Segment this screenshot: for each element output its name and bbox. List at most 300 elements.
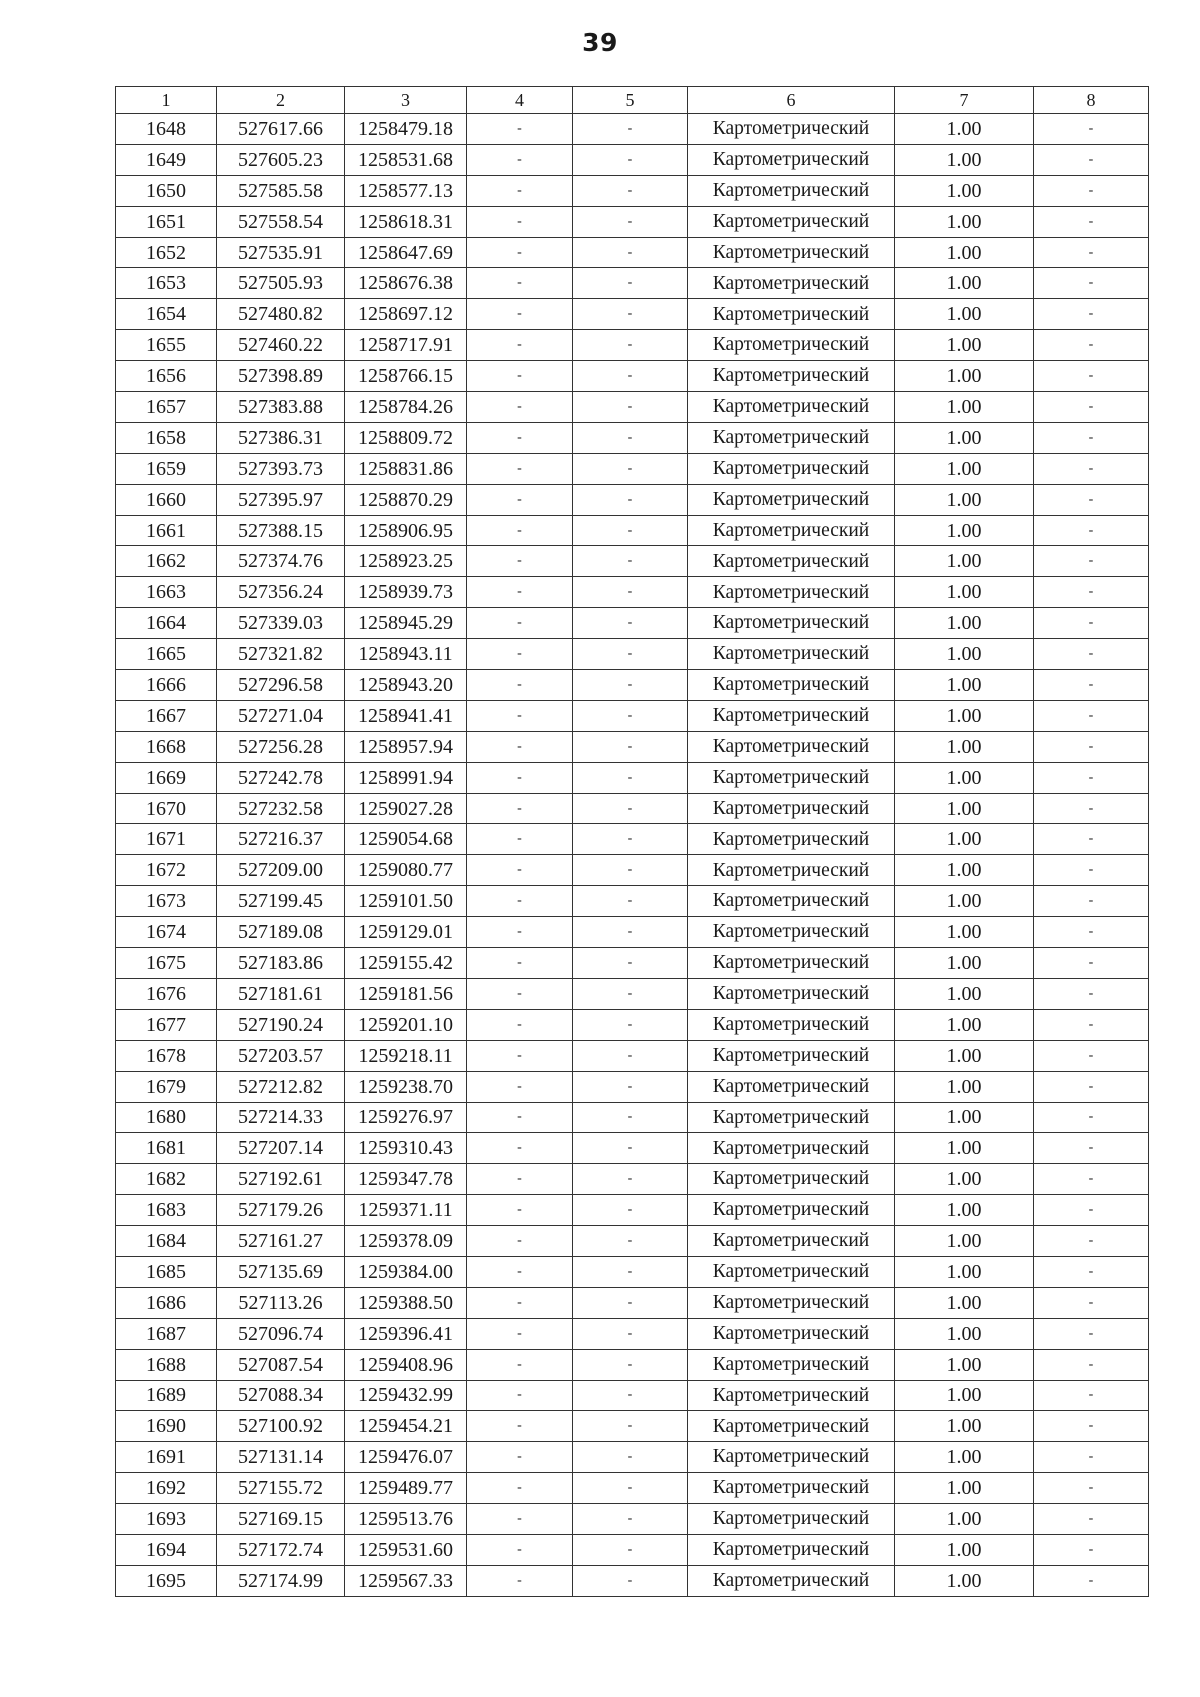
column-header: 7: [895, 87, 1034, 114]
column-4-cell: -: [467, 1256, 573, 1287]
point-number-cell: 1660: [116, 484, 217, 515]
method-cell: Картометрический: [688, 392, 895, 423]
point-number-cell: 1682: [116, 1164, 217, 1195]
x-coordinate-cell: 527088.34: [217, 1380, 345, 1411]
column-8-cell: -: [1034, 422, 1149, 453]
column-5-cell: -: [573, 1102, 688, 1133]
accuracy-cell: 1.00: [895, 793, 1034, 824]
y-coordinate-cell: 1258479.18: [345, 114, 467, 145]
column-8-cell: -: [1034, 1195, 1149, 1226]
x-coordinate-cell: 527321.82: [217, 639, 345, 670]
accuracy-cell: 1.00: [895, 1318, 1034, 1349]
column-8-cell: -: [1034, 700, 1149, 731]
x-coordinate-cell: 527585.58: [217, 175, 345, 206]
column-8-cell: -: [1034, 1040, 1149, 1071]
column-header: 1: [116, 87, 217, 114]
table-row: [116, 824, 1149, 855]
method-cell: Картометрический: [688, 886, 895, 917]
point-number-cell: 1659: [116, 453, 217, 484]
y-coordinate-cell: 1258941.41: [345, 700, 467, 731]
column-4-cell: -: [467, 1534, 573, 1565]
accuracy-cell: 1.00: [895, 1102, 1034, 1133]
x-coordinate-cell: 527374.76: [217, 546, 345, 577]
column-8-cell: -: [1034, 515, 1149, 546]
column-5-cell: -: [573, 700, 688, 731]
x-coordinate-cell: 527395.97: [217, 484, 345, 515]
column-5-cell: -: [573, 1442, 688, 1473]
point-number-cell: 1681: [116, 1133, 217, 1164]
x-coordinate-cell: 527179.26: [217, 1195, 345, 1226]
column-4-cell: -: [467, 392, 573, 423]
point-number-cell: 1672: [116, 855, 217, 886]
method-cell: Картометрический: [688, 1534, 895, 1565]
table-row: [116, 762, 1149, 793]
point-number-cell: 1663: [116, 577, 217, 608]
column-4-cell: -: [467, 917, 573, 948]
method-cell: Картометрический: [688, 175, 895, 206]
table-row: [116, 855, 1149, 886]
table-row: [116, 1102, 1149, 1133]
y-coordinate-cell: 1258943.11: [345, 639, 467, 670]
y-coordinate-cell: 1258943.20: [345, 670, 467, 701]
table-row: [116, 731, 1149, 762]
column-4-cell: -: [467, 206, 573, 237]
x-coordinate-cell: 527383.88: [217, 392, 345, 423]
y-coordinate-cell: 1258923.25: [345, 546, 467, 577]
column-5-cell: -: [573, 1349, 688, 1380]
column-5-cell: -: [573, 917, 688, 948]
y-coordinate-cell: 1259513.76: [345, 1504, 467, 1535]
method-cell: Картометрический: [688, 1318, 895, 1349]
method-cell: Картометрический: [688, 1164, 895, 1195]
x-coordinate-cell: 527505.93: [217, 268, 345, 299]
table-row: [116, 1504, 1149, 1535]
method-cell: Картометрический: [688, 855, 895, 886]
column-5-cell: -: [573, 824, 688, 855]
accuracy-cell: 1.00: [895, 1287, 1034, 1318]
y-coordinate-cell: 1259155.42: [345, 948, 467, 979]
accuracy-cell: 1.00: [895, 453, 1034, 484]
table-row: [116, 422, 1149, 453]
y-coordinate-cell: 1259347.78: [345, 1164, 467, 1195]
method-cell: Картометрический: [688, 453, 895, 484]
y-coordinate-cell: 1259080.77: [345, 855, 467, 886]
column-8-cell: -: [1034, 453, 1149, 484]
method-cell: Картометрический: [688, 114, 895, 145]
x-coordinate-cell: 527480.82: [217, 299, 345, 330]
column-4-cell: -: [467, 886, 573, 917]
column-8-cell: -: [1034, 577, 1149, 608]
column-8-cell: -: [1034, 206, 1149, 237]
x-coordinate-cell: 527339.03: [217, 608, 345, 639]
x-coordinate-cell: 527296.58: [217, 670, 345, 701]
method-cell: Картометрический: [688, 1349, 895, 1380]
table-row: [116, 1040, 1149, 1071]
point-number-cell: 1665: [116, 639, 217, 670]
accuracy-cell: 1.00: [895, 1256, 1034, 1287]
accuracy-cell: 1.00: [895, 1349, 1034, 1380]
column-4-cell: -: [467, 639, 573, 670]
table-row: [116, 700, 1149, 731]
column-8-cell: -: [1034, 917, 1149, 948]
column-5-cell: -: [573, 855, 688, 886]
method-cell: Картометрический: [688, 1287, 895, 1318]
y-coordinate-cell: 1258531.68: [345, 144, 467, 175]
y-coordinate-cell: 1259567.33: [345, 1565, 467, 1596]
accuracy-cell: 1.00: [895, 639, 1034, 670]
column-4-cell: -: [467, 608, 573, 639]
column-4-cell: -: [467, 1287, 573, 1318]
table-row: [116, 670, 1149, 701]
column-8-cell: -: [1034, 824, 1149, 855]
x-coordinate-cell: 527460.22: [217, 330, 345, 361]
table-row: [116, 546, 1149, 577]
column-5-cell: -: [573, 237, 688, 268]
y-coordinate-cell: 1258939.73: [345, 577, 467, 608]
y-coordinate-cell: 1259489.77: [345, 1473, 467, 1504]
point-number-cell: 1679: [116, 1071, 217, 1102]
x-coordinate-cell: 527256.28: [217, 731, 345, 762]
column-8-cell: -: [1034, 608, 1149, 639]
column-5-cell: -: [573, 515, 688, 546]
x-coordinate-cell: 527155.72: [217, 1473, 345, 1504]
column-5-cell: -: [573, 453, 688, 484]
x-coordinate-cell: 527216.37: [217, 824, 345, 855]
accuracy-cell: 1.00: [895, 1504, 1034, 1535]
table-row: [116, 392, 1149, 423]
column-8-cell: -: [1034, 299, 1149, 330]
y-coordinate-cell: 1258676.38: [345, 268, 467, 299]
point-number-cell: 1654: [116, 299, 217, 330]
x-coordinate-cell: 527169.15: [217, 1504, 345, 1535]
point-number-cell: 1675: [116, 948, 217, 979]
method-cell: Картометрический: [688, 330, 895, 361]
column-5-cell: -: [573, 793, 688, 824]
accuracy-cell: 1.00: [895, 392, 1034, 423]
table-row: [116, 1411, 1149, 1442]
point-number-cell: 1674: [116, 917, 217, 948]
column-4-cell: -: [467, 1565, 573, 1596]
x-coordinate-cell: 527100.92: [217, 1411, 345, 1442]
column-4-cell: -: [467, 1318, 573, 1349]
table-row: [116, 886, 1149, 917]
column-8-cell: -: [1034, 731, 1149, 762]
column-8-cell: -: [1034, 1133, 1149, 1164]
accuracy-cell: 1.00: [895, 484, 1034, 515]
y-coordinate-cell: 1259432.99: [345, 1380, 467, 1411]
method-cell: Картометрический: [688, 268, 895, 299]
column-5-cell: -: [573, 144, 688, 175]
column-4-cell: -: [467, 855, 573, 886]
column-5-cell: -: [573, 1195, 688, 1226]
y-coordinate-cell: 1259476.07: [345, 1442, 467, 1473]
column-header: 5: [573, 87, 688, 114]
column-4-cell: -: [467, 1040, 573, 1071]
column-8-cell: -: [1034, 1102, 1149, 1133]
column-5-cell: -: [573, 608, 688, 639]
x-coordinate-cell: 527189.08: [217, 917, 345, 948]
column-4-cell: -: [467, 1380, 573, 1411]
method-cell: Картометрический: [688, 608, 895, 639]
method-cell: Картометрический: [688, 206, 895, 237]
accuracy-cell: 1.00: [895, 1133, 1034, 1164]
y-coordinate-cell: 1259378.09: [345, 1226, 467, 1257]
point-number-cell: 1658: [116, 422, 217, 453]
column-8-cell: -: [1034, 1565, 1149, 1596]
accuracy-cell: 1.00: [895, 1534, 1034, 1565]
y-coordinate-cell: 1258577.13: [345, 175, 467, 206]
table-row: [116, 1287, 1149, 1318]
method-cell: Картометрический: [688, 144, 895, 175]
point-number-cell: 1673: [116, 886, 217, 917]
method-cell: Картометрический: [688, 948, 895, 979]
x-coordinate-cell: 527183.86: [217, 948, 345, 979]
accuracy-cell: 1.00: [895, 1195, 1034, 1226]
column-8-cell: -: [1034, 268, 1149, 299]
point-number-cell: 1687: [116, 1318, 217, 1349]
column-5-cell: -: [573, 1411, 688, 1442]
accuracy-cell: 1.00: [895, 1380, 1034, 1411]
column-4-cell: -: [467, 577, 573, 608]
accuracy-cell: 1.00: [895, 144, 1034, 175]
column-4-cell: -: [467, 948, 573, 979]
table-row: [116, 1473, 1149, 1504]
point-number-cell: 1685: [116, 1256, 217, 1287]
accuracy-cell: 1.00: [895, 1226, 1034, 1257]
table-row: [116, 1133, 1149, 1164]
y-coordinate-cell: 1258809.72: [345, 422, 467, 453]
x-coordinate-cell: 527535.91: [217, 237, 345, 268]
y-coordinate-cell: 1259408.96: [345, 1349, 467, 1380]
column-5-cell: -: [573, 762, 688, 793]
point-number-cell: 1668: [116, 731, 217, 762]
accuracy-cell: 1.00: [895, 1164, 1034, 1195]
accuracy-cell: 1.00: [895, 1473, 1034, 1504]
table-row: [116, 237, 1149, 268]
column-4-cell: -: [467, 1102, 573, 1133]
table-header-row: [116, 87, 1149, 114]
table-row: [116, 1256, 1149, 1287]
y-coordinate-cell: 1259218.11: [345, 1040, 467, 1071]
x-coordinate-cell: 527388.15: [217, 515, 345, 546]
accuracy-cell: 1.00: [895, 917, 1034, 948]
column-5-cell: -: [573, 206, 688, 237]
y-coordinate-cell: 1259181.56: [345, 978, 467, 1009]
column-4-cell: -: [467, 1071, 573, 1102]
table-row: [116, 948, 1149, 979]
x-coordinate-cell: 527174.99: [217, 1565, 345, 1596]
y-coordinate-cell: 1258784.26: [345, 392, 467, 423]
column-4-cell: -: [467, 237, 573, 268]
column-8-cell: -: [1034, 1473, 1149, 1504]
x-coordinate-cell: 527207.14: [217, 1133, 345, 1164]
accuracy-cell: 1.00: [895, 175, 1034, 206]
accuracy-cell: 1.00: [895, 1071, 1034, 1102]
accuracy-cell: 1.00: [895, 1442, 1034, 1473]
x-coordinate-cell: 527386.31: [217, 422, 345, 453]
point-number-cell: 1678: [116, 1040, 217, 1071]
column-4-cell: -: [467, 330, 573, 361]
y-coordinate-cell: 1259129.01: [345, 917, 467, 948]
method-cell: Картометрический: [688, 1071, 895, 1102]
table-row: [116, 484, 1149, 515]
column-header: 4: [467, 87, 573, 114]
y-coordinate-cell: 1259454.21: [345, 1411, 467, 1442]
point-number-cell: 1655: [116, 330, 217, 361]
column-8-cell: -: [1034, 1504, 1149, 1535]
method-cell: Картометрический: [688, 484, 895, 515]
x-coordinate-cell: 527199.45: [217, 886, 345, 917]
point-number-cell: 1653: [116, 268, 217, 299]
y-coordinate-cell: 1258766.15: [345, 361, 467, 392]
column-5-cell: -: [573, 886, 688, 917]
table-row: [116, 1071, 1149, 1102]
column-4-cell: -: [467, 1473, 573, 1504]
column-5-cell: -: [573, 1534, 688, 1565]
column-4-cell: -: [467, 422, 573, 453]
column-4-cell: -: [467, 144, 573, 175]
table-row: [116, 361, 1149, 392]
method-cell: Картометрический: [688, 793, 895, 824]
method-cell: Картометрический: [688, 1442, 895, 1473]
table-row: [116, 515, 1149, 546]
point-number-cell: 1690: [116, 1411, 217, 1442]
column-4-cell: -: [467, 1164, 573, 1195]
column-8-cell: -: [1034, 1411, 1149, 1442]
table-row: [116, 1534, 1149, 1565]
y-coordinate-cell: 1259276.97: [345, 1102, 467, 1133]
x-coordinate-cell: 527209.00: [217, 855, 345, 886]
table-row: [116, 1009, 1149, 1040]
column-8-cell: -: [1034, 114, 1149, 145]
table-row: [116, 1226, 1149, 1257]
x-coordinate-cell: 527356.24: [217, 577, 345, 608]
column-4-cell: -: [467, 762, 573, 793]
column-5-cell: -: [573, 948, 688, 979]
table-row: [116, 978, 1149, 1009]
column-5-cell: -: [573, 1256, 688, 1287]
x-coordinate-cell: 527192.61: [217, 1164, 345, 1195]
method-cell: Картометрический: [688, 1565, 895, 1596]
column-5-cell: -: [573, 484, 688, 515]
point-number-cell: 1648: [116, 114, 217, 145]
point-number-cell: 1649: [116, 144, 217, 175]
column-8-cell: -: [1034, 1442, 1149, 1473]
column-8-cell: -: [1034, 175, 1149, 206]
table-row: [116, 1380, 1149, 1411]
accuracy-cell: 1.00: [895, 114, 1034, 145]
column-header: 3: [345, 87, 467, 114]
column-4-cell: -: [467, 1504, 573, 1535]
method-cell: Картометрический: [688, 700, 895, 731]
method-cell: Картометрический: [688, 1133, 895, 1164]
column-4-cell: -: [467, 361, 573, 392]
accuracy-cell: 1.00: [895, 948, 1034, 979]
method-cell: Картометрический: [688, 1040, 895, 1071]
x-coordinate-cell: 527271.04: [217, 700, 345, 731]
y-coordinate-cell: 1259238.70: [345, 1071, 467, 1102]
point-number-cell: 1667: [116, 700, 217, 731]
column-8-cell: -: [1034, 1071, 1149, 1102]
method-cell: Картометрический: [688, 731, 895, 762]
method-cell: Картометрический: [688, 515, 895, 546]
x-coordinate-cell: 527113.26: [217, 1287, 345, 1318]
y-coordinate-cell: 1259531.60: [345, 1534, 467, 1565]
method-cell: Картометрический: [688, 1195, 895, 1226]
column-5-cell: -: [573, 1287, 688, 1318]
point-number-cell: 1695: [116, 1565, 217, 1596]
accuracy-cell: 1.00: [895, 206, 1034, 237]
point-number-cell: 1689: [116, 1380, 217, 1411]
accuracy-cell: 1.00: [895, 422, 1034, 453]
point-number-cell: 1661: [116, 515, 217, 546]
table-row: [116, 1318, 1149, 1349]
method-cell: Картометрический: [688, 917, 895, 948]
column-8-cell: -: [1034, 948, 1149, 979]
point-number-cell: 1666: [116, 670, 217, 701]
column-5-cell: -: [573, 639, 688, 670]
method-cell: Картометрический: [688, 1102, 895, 1133]
point-number-cell: 1693: [116, 1504, 217, 1535]
table-row: [116, 206, 1149, 237]
accuracy-cell: 1.00: [895, 886, 1034, 917]
point-number-cell: 1677: [116, 1009, 217, 1040]
x-coordinate-cell: 527617.66: [217, 114, 345, 145]
y-coordinate-cell: 1258647.69: [345, 237, 467, 268]
x-coordinate-cell: 527242.78: [217, 762, 345, 793]
accuracy-cell: 1.00: [895, 546, 1034, 577]
column-8-cell: -: [1034, 1349, 1149, 1380]
point-number-cell: 1676: [116, 978, 217, 1009]
method-cell: Картометрический: [688, 546, 895, 577]
column-4-cell: -: [467, 731, 573, 762]
method-cell: Картометрический: [688, 670, 895, 701]
accuracy-cell: 1.00: [895, 1040, 1034, 1071]
point-number-cell: 1671: [116, 824, 217, 855]
table-row: [116, 917, 1149, 948]
column-header: 6: [688, 87, 895, 114]
method-cell: Картометрический: [688, 1473, 895, 1504]
method-cell: Картометрический: [688, 1411, 895, 1442]
column-4-cell: -: [467, 670, 573, 701]
y-coordinate-cell: 1259371.11: [345, 1195, 467, 1226]
column-4-cell: -: [467, 453, 573, 484]
column-5-cell: -: [573, 299, 688, 330]
y-coordinate-cell: 1258957.94: [345, 731, 467, 762]
point-number-cell: 1692: [116, 1473, 217, 1504]
column-8-cell: -: [1034, 855, 1149, 886]
column-header: 2: [217, 87, 345, 114]
accuracy-cell: 1.00: [895, 978, 1034, 1009]
y-coordinate-cell: 1258870.29: [345, 484, 467, 515]
column-4-cell: -: [467, 484, 573, 515]
column-5-cell: -: [573, 978, 688, 1009]
column-8-cell: -: [1034, 546, 1149, 577]
accuracy-cell: 1.00: [895, 330, 1034, 361]
column-4-cell: -: [467, 978, 573, 1009]
column-4-cell: -: [467, 299, 573, 330]
method-cell: Картометрический: [688, 1009, 895, 1040]
table-row: [116, 639, 1149, 670]
column-8-cell: -: [1034, 484, 1149, 515]
column-8-cell: -: [1034, 1380, 1149, 1411]
column-8-cell: -: [1034, 978, 1149, 1009]
y-coordinate-cell: 1258618.31: [345, 206, 467, 237]
accuracy-cell: 1.00: [895, 299, 1034, 330]
column-8-cell: -: [1034, 793, 1149, 824]
table-row: [116, 608, 1149, 639]
x-coordinate-cell: 527558.54: [217, 206, 345, 237]
